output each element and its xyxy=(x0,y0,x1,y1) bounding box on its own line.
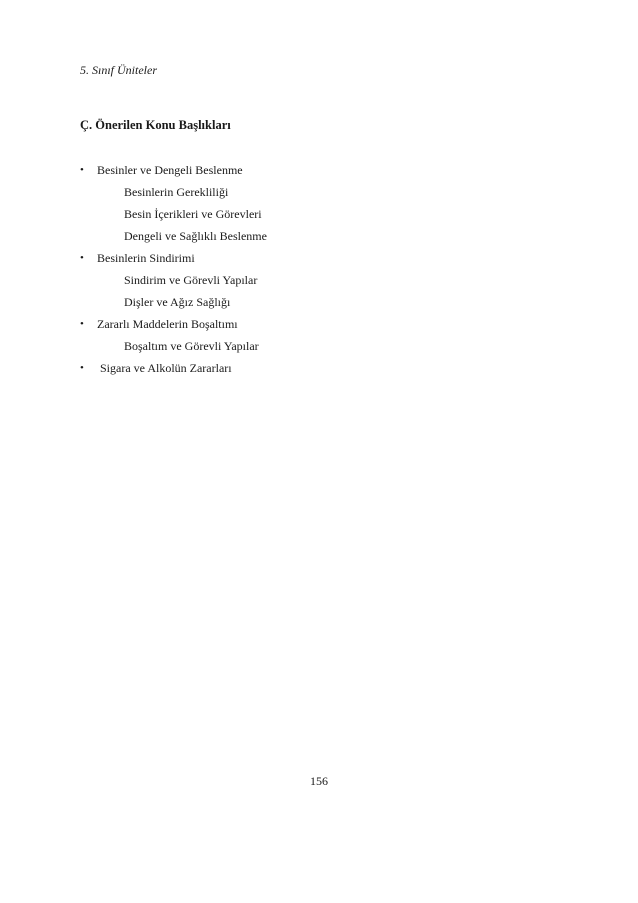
subtopic-item: Dengeli ve Sağlıklı Beslenme xyxy=(124,229,267,243)
subtopic-list xyxy=(80,269,560,313)
page-number xyxy=(0,774,638,789)
topic-label: Besinler ve Dengeli Beslenme xyxy=(97,163,243,177)
subtopic-list xyxy=(80,335,560,357)
bullet-icon: • xyxy=(80,164,84,176)
running-header: 5. Sınıf Üniteler xyxy=(80,63,157,77)
bullet-icon: • xyxy=(80,362,84,374)
subtopic-item: Sindirim ve Görevli Yapılar xyxy=(124,273,258,287)
topic-item xyxy=(80,247,560,313)
subtopic-item: Besin İçerikleri ve Görevleri xyxy=(124,207,262,221)
subtopic-item: Besinlerin Gerekliliği xyxy=(124,185,229,199)
subtopic-item: Boşaltım ve Görevli Yapılar xyxy=(124,339,259,353)
topic-label: Sigara ve Alkolün Zararları xyxy=(100,361,232,375)
topic-line xyxy=(80,313,560,335)
topic-label: Besinlerin Sindirimi xyxy=(97,251,195,265)
topic-item xyxy=(80,357,560,379)
bullet-icon: • xyxy=(80,252,84,264)
topic-item xyxy=(80,159,560,247)
bullet-icon: • xyxy=(80,318,84,330)
topic-line xyxy=(80,159,560,181)
subtopic-list xyxy=(80,181,560,247)
topic-label: Zararlı Maddelerin Boşaltımı xyxy=(97,317,238,331)
page-number-text: 156 xyxy=(310,774,328,788)
section-title: Ç. Önerilen Konu Başlıkları xyxy=(80,118,231,132)
topic-line xyxy=(80,247,560,269)
topic-item xyxy=(80,313,560,357)
topic-list xyxy=(80,159,560,379)
topic-line xyxy=(80,357,560,379)
subtopic-item: Dişler ve Ağız Sağlığı xyxy=(124,295,231,309)
